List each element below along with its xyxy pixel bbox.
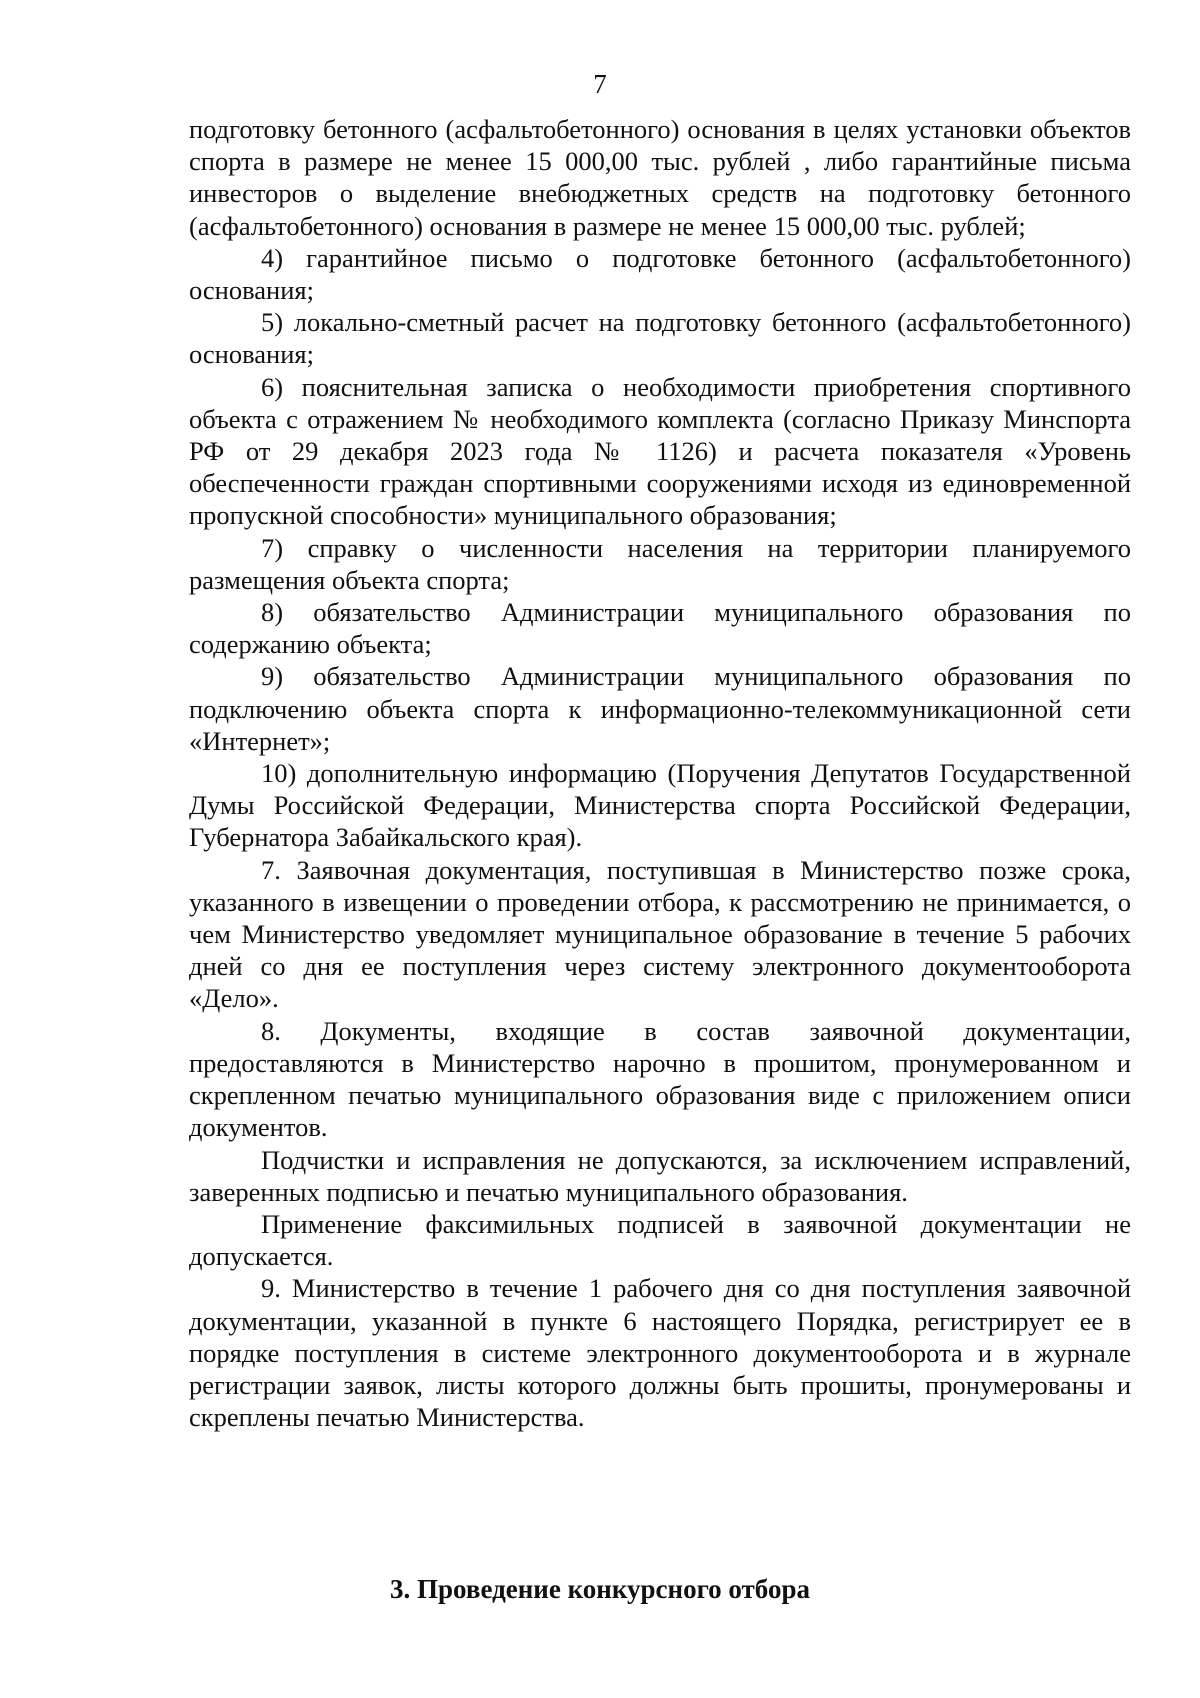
paragraph-clause-8: 8. Документы, входящие в состав заявочной документации, предоставляются в Министерство нарочно в прошитом, пронумерованном и скрепленном печатью муниципального образования виде с приложением описи документов. — [189, 1015, 1131, 1143]
paragraph-item-10: 10) дополнительную информацию (Поручения Депутатов Государственной Думы Российской Федерации, Министерства спорта Российской Федерации, Губернатора Забайкальского края). — [189, 758, 1131, 853]
paragraph-facsimile: Применение факсимильных подписей в заявочной документации не допускается. — [189, 1208, 1131, 1272]
paragraph-corrections: Подчистки и исправления не допускаются, за исключением исправлений, заверенных подписью и печатью муниципального образования. — [189, 1144, 1131, 1207]
paragraph-item-7: 7) справку о численности населения на территории планируемого размещения объекта спорта; — [189, 532, 1131, 595]
page-number: 7 — [593, 69, 607, 99]
paragraph-item-5: 5) локально-сметный расчет на подготовку бетонного (асфальтобетонного) основания; — [189, 307, 1131, 370]
document-body — [189, 113, 1131, 1433]
paragraph-item-9: 9) обязательство Администрации муниципального образования по подключению объекта спорта к информационно-телекоммуникационной сети «Интернет»; — [189, 661, 1131, 756]
paragraph-item-4: 4) гарантийное письмо о подготовке бетонного (асфальтобетонного) основания; — [189, 242, 1131, 306]
paragraph-clause-9: 9. Министерство в течение 1 рабочего дня со дня поступления заявочной документации, указанной в пункте 6 настоящего Порядка, регистрирует ее в порядке поступления в системе электронного документооборота и в журнале регистрации заявок, листы которого должны быть прошиты, пронумерованы и скреплены печатью Министерства. — [189, 1273, 1131, 1433]
section-heading: 3. Проведение конкурсного отбора — [390, 1574, 810, 1604]
paragraph-clause-7: 7. Заявочная документация, поступившая в Министерство позже срока, указанного в извещении о проведении отбора, к рассмотрению не принимается, о чем Министерство уведомляет муниципальное образование в течение 5 рабочих дней со дня ее поступления через систему электронного документооборота «Дело». — [189, 854, 1131, 1014]
paragraph-item-8: 8) обязательство Администрации муниципального образования по содержанию объекта; — [189, 597, 1131, 660]
paragraph-continuation: подготовку бетонного (асфальтобетонного) основания в целях установки объектов спорта в размере не менее 15 000,00 тыс. рублей , либо гарантийные письма инвесторов о выделение внебюджетных средств на подготовку бетонного (асфальтобетонного) основания в размере не менее 15 000,00 тыс. рублей; — [189, 114, 1131, 241]
paragraph-item-6: 6) пояснительная записка о необходимости приобретения спортивного объекта с отражением № необходимого комплекта (согласно Приказу Минспорта РФ от 29 декабря 2023 года № 1126) и расчета показателя «Уровень обеспеченности граждан спортивными сооружениями исходя из единовременной пропускной способности» муниципального образования; — [189, 371, 1131, 531]
